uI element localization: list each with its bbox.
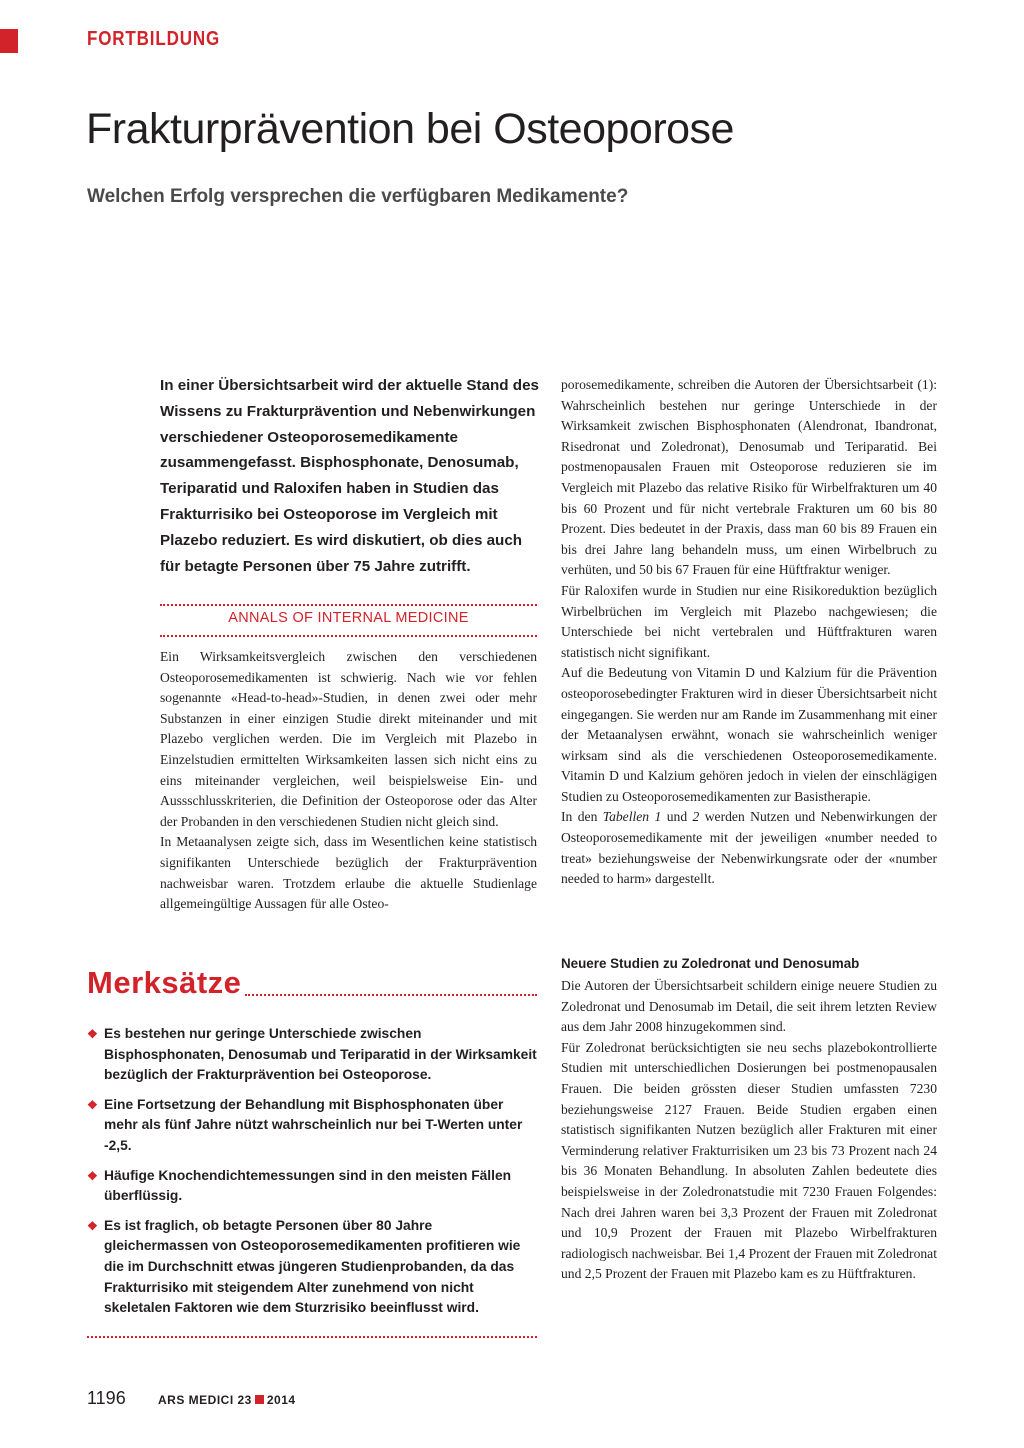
paragraph: Die Autoren der Übersichtsarbeit schildern einige neuere Studien zu Zoledronat und Denosumab im Detail, die seit ihrem letzten Review aus dem Jahr 2008 hinzugekommen sind.: [561, 978, 937, 1035]
list-item: ❖ Es bestehen nur geringe Unterschiede zwischen Bisphosphonaten, Denosumab und Teriparatid in der Wirksamkeit bezüglich der Frakturprävention bei Osteoporose.: [87, 1026, 537, 1083]
list-item: ❖ Es ist fraglich, ob betagte Personen über 80 Jahre gleichermassen von Osteoporosemedikamenten profitieren wie die im Durchschnitt etwas jüngeren Studienprobanden, da das Frakturrisiko mit steigendem Alter zunehmend von nicht skeletalen Faktoren wie dem Sturzrisiko beeinflusst wird.: [87, 1217, 521, 1316]
merksaetze-bottom-rule: [87, 1336, 537, 1338]
diamond-bullet-icon: ❖: [87, 1218, 98, 1233]
diamond-bullet-icon: ❖: [87, 1027, 98, 1041]
paragraph: Für Raloxifen wurde in Studien nur eine Risikoreduktion bezüglich Wirbelbrüchen im Vergleich mit Plazebo nachgewiesen; die Unterschiede bei nicht vertebralen und Hüftfrakturen waren statistisch nicht signifikant.: [561, 582, 937, 660]
left-column-text: [160, 647, 537, 915]
merksaetze-list: [87, 1024, 537, 1328]
merksaetze-title-rule: [245, 994, 537, 996]
article-title: Frakturprävention bei Osteoporose: [86, 105, 734, 153]
paragraph: Auf die Bedeutung von Vitamin D und Kalzium für die Prävention osteoporosebedingter Frakturen wird in dieser Übersichtsarbeit nicht eingegangen. Sie werden nur am Rande im Zusammenhang mit einer der Metaanalysen erwähnt, wonach sie wahrscheinlich weniger wirksam sind als die verschiedenen Osteoporosemedikamente. Vitamin D und Kalzium gehören jedoch in vielen der einschlägigen Studien zu Osteoporosemedikamenten zur Basistherapie.: [561, 665, 937, 804]
article-lead: In einer Übersichtsarbeit wird der aktuelle Stand des Wissens zu Frakturprävention und Nebenwirkungen verschiedener Osteoporosemedikamente zusammengefasst. Bisphosphonate, Denosumab, Teriparatid und Raloxifen haben in Studien das Frakturrisiko bei Osteoporose im Vergleich mit Plazebo reduziert. Es wird diskutiert, ob dies auch für betagte Personen über 75 Jahre zutrifft.: [160, 377, 539, 575]
paragraph-tables: In den Tabellen 1 und 2 werden Nutzen und Nebenwirkungen der Osteoporosemedikamente mit der jeweiligen «number needed to treat» beziehungsweise der Nebenwirkungsrate oder der «number needed to harm» dargestellt.: [561, 809, 937, 887]
page-number: 1196: [87, 1388, 126, 1408]
list-item: ❖ Eine Fortsetzung der Behandlung mit Bisphosphonaten über mehr als fünf Jahre nützt wahrscheinlich nur bei T-Werten unter -2,5.: [87, 1096, 523, 1153]
journal-footer: ARS MEDICI 23 2014: [158, 1393, 296, 1407]
source-rule-bottom: [160, 635, 537, 637]
merksaetze-title: Merksätze: [87, 965, 242, 1000]
source-rule-top: [160, 604, 537, 606]
paragraph: Ein Wirksamkeitsvergleich zwischen den verschiedenen Osteoporosemedikamenten ist schwierig. Nach wie vor fehlen sogenannte «Head-to-head»-Studien, in denen zwei oder mehr Substanzen in einer einzigen Studie direkt miteinander und mit Plazebo verglichen werden. Die im Vergleich mit Plazebo in Einzelstudien ermittelten Wirksamkeiten lassen sich nicht eins zu eins miteinander vergleichen, weil beispielsweise Ein- und Aussschlusskriterien, die Definition der Osteoporose oder das Alter der Probanden in den verschiedenen Studien nicht gleich sind.: [160, 649, 537, 829]
source-label: ANNALS OF INTERNAL MEDICINE: [228, 610, 469, 626]
section-label: FORTBILDUNG: [87, 28, 221, 50]
article-subtitle: Welchen Erfolg versprechen die verfügbaren Medikamente?: [87, 186, 629, 207]
diamond-bullet-icon: ❖: [87, 1168, 98, 1183]
paragraph: Für Zoledronat berücksichtigten sie neu sechs plazebokontrollierte Studien mit unterschiedlichen Dosierungen bei postmenopausalen Frauen. Die beiden grössten dieser Studien umfassten 7230 beziehungsweise 2127 Frauen. Beide Studien ergaben einen statistisch signifikanten Nutzen bezüglich aller Frakturen mit einer Verminderung relativer Frakturrisiken um 23 bis 73 Prozent nach 24 bis 36 Monaten Behandlung. In absoluten Zahlen bedeutete dies beispielsweise in der Zoledronatstudie mit 7230 Frauen Folgendes: Nach drei Jahren waren bei 3,3 Prozent der Frauen mit Zoledronat und 10,9 Prozent der Frauen mit Plazebo Wirbelfrakturen radiologisch nachweisbar. Bei 1,4 Prozent der Frauen mit Zoledronat und 2,5 Prozent der Frauen mit Plazebo kam es zu Hüftfrakturen.: [561, 1039, 937, 1282]
paragraph: porosemedikamente, schreiben die Autoren der Übersichtsarbeit (1): Wahrscheinlich bestehen nur geringe Unterschiede in der Wirksamkeit zwischen Bisphosphonaten (Alendronat, Ibandronat, Risedronat und Zoledronat), Denosumab und Teriparatid. Bei postmenopausalen Frauen mit Osteoporose reduzieren sie im Vergleich mit Plazebo das relative Risiko für Wirbelfrakturen um 40 bis 60 Prozent und für nicht vertebrale Frakturen um 60 bis 80 Prozent. Dies bedeutet in der Praxis, dass man 60 bis 89 Frauen ein bis drei Jahre lang behandeln muss, um einen Wirbelbruch zu verhüten, und 50 bis 67 Frauen für eine Hüftfraktur weniger.: [561, 377, 937, 578]
right-column-text-2: [561, 976, 937, 1285]
right-column-text: [561, 375, 937, 890]
square-separator-icon: [255, 1395, 264, 1404]
table-reference: 2: [692, 809, 700, 825]
diamond-bullet-icon: ❖: [87, 1097, 98, 1112]
paragraph: In Metaanalysen zeigte sich, dass im Wesentlichen keine statistisch signifikanten Unterschiede bezüglich der Frakturprävention nachweisbar waren. Trotzdem erlaube die aktuelle Studienlage allgemeingültige Aussagen für alle Osteo-: [160, 834, 537, 912]
subheading: Neuere Studien zu Zoledronat und Denosumab: [561, 956, 860, 971]
list-item: ❖ Häufige Knochendichtemessungen sind in den meisten Fällen überflüssig.: [87, 1167, 512, 1204]
table-reference: Tabellen 1: [602, 809, 662, 825]
section-marker: [0, 29, 18, 53]
